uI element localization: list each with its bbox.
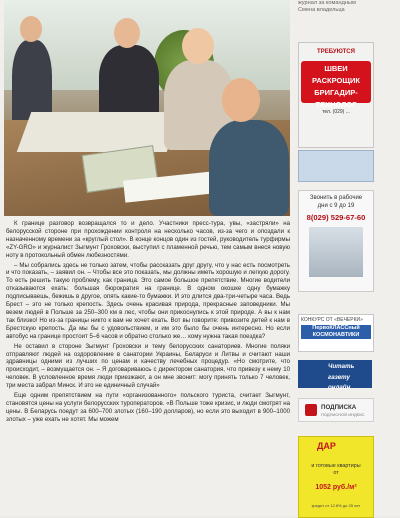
ad-phone: тел. (029) ...	[322, 109, 350, 115]
article-paragraph: К границе разговор возвращался то и дело. Участники пресс-тура, увы, «застряли» на белорусской стороне при прохождении контроля на несколько часов, из-за чего и опоздали к назначенному времени за «круглый стол». В конце концов один из гостей, руководитель турфирмы «ZY-GRO» и журналист Зыгмунт Гроховски, выступил с пламенной речью, тем самым внеся новую ноту в протокольный обмен любезностями.	[6, 220, 290, 259]
building-image	[309, 227, 363, 277]
photo-person-2-head	[114, 18, 140, 48]
apartments-price: 1052 руб./м²	[315, 484, 357, 491]
contest-line: ПервоКЛАССный	[312, 325, 360, 331]
ad-logo: ДАР	[317, 441, 336, 451]
photo-person-3-head	[182, 28, 214, 64]
ad-title-line: ШВЕИ	[324, 64, 348, 73]
photo-person-4-head	[222, 78, 260, 122]
ad-required-label: ТРЕБУЮТСЯ	[317, 49, 355, 55]
apartments-ad[interactable]	[298, 436, 374, 518]
photo-person-4	[209, 120, 289, 216]
ad-red-band	[301, 61, 371, 109]
ad-title-line: ТЕХНОЛОГ	[315, 100, 357, 109]
apartments-line: от	[333, 470, 339, 476]
call-ad-phone: 8(029) 529-67-60	[306, 213, 366, 222]
photo-tablecloth	[17, 112, 182, 152]
contest-banner[interactable]	[298, 314, 374, 352]
call-ad[interactable]	[298, 190, 374, 292]
subscription-banner[interactable]	[298, 398, 374, 422]
apartments-fineprint: кредит от 12.8% до 25 лет	[311, 503, 361, 508]
contest-line: КОНКУРС ОТ «ВЕЧЕРКИ»	[301, 317, 363, 323]
article-photo	[4, 0, 290, 216]
article-paragraph: Не оставил в стороне Зыгмунт Гроховски и тему белорусских санаториев. Многие поляки отправляют людей на оздоровление в санатории Украины, Беларуси и Литвы и считают наши здравницы одними из лучших по ценам и качеству лечебных процедур. «Но смотрите, что происходит, – возмущается он. – Я договариваюсь с директором санатория, что привезу к нему 10 человек. В условленное время люди приезжают, а он мне звонит: могу принять только 7 человек, три места забрал Минск. И это не единичный случай»	[6, 342, 290, 390]
sewing-job-ad[interactable]	[298, 42, 374, 148]
sidebar-top-text	[298, 0, 398, 14]
ad-title-line: РАСКРОЩИК	[312, 76, 360, 85]
article-body	[6, 220, 290, 516]
subscription-label: ПОДПИСКА	[321, 404, 357, 411]
ad-title-line: БРИГАДИР-	[314, 88, 358, 97]
read-online-banner[interactable]	[298, 360, 372, 391]
call-ad-line: Звонить в рабочие	[309, 195, 363, 201]
contest-line: КОСМОНАВТИКИ	[312, 332, 360, 338]
apartments-text	[299, 463, 373, 477]
call-ad-text	[299, 195, 373, 210]
article-paragraph: Еще одним препятствием на пути «организованного» польского туриста, считает Зыгмунт, становятся цены на услуги белорусских туроператоров. «В Польше тоже кризис, и люди смотрят на цены. В Беларусь поедут за 600–700 злотых (160–190 долларов), но если это выходит в 900–1000 злотых – уже ехать не хотят. Мы можем	[6, 392, 290, 423]
sidebar-top-line: журнал за командным	[298, 0, 356, 6]
contest-title	[301, 325, 371, 339]
apartments-line: и готовые квартиры	[311, 463, 361, 469]
read-online-line: газету	[328, 373, 350, 381]
sidebar	[296, 0, 400, 516]
subscription-sub: ПОДПИСНОЙ ИНДЕКС	[321, 412, 365, 417]
subscription-icon	[305, 404, 317, 416]
call-ad-line: дни с 9 до 19	[317, 202, 355, 209]
read-online-line: онлайн	[328, 384, 351, 391]
read-online-line: Читать	[328, 363, 355, 370]
photo-person-1-head	[20, 16, 42, 42]
sidebar-top-line: Смена владельца	[298, 7, 345, 13]
promo-banner-thumb[interactable]	[298, 150, 374, 182]
article-paragraph: – Мы собрались здесь не только затем, чтобы рассказать друг другу, что у нас есть посмотреть и что показать, – заявил он. – Чтобы все это показать, мы должны иметь хорошую и легкую дорогу. То есть решить такую проблему, как граница. Это самое большое препятствие. Многие водители отказываются ехать: большая бюрократия на границе. В одном окошке одну бумажку подписываешь, бежишь в другое, опять какие-то бумажки. И это длится два-три-четыре часа. Ведь Брест – это не только крепость. Здесь очень красивая природа, прекрасные заповедники. Мы везем людей в Польше за 250–300 км в лес, чтобы они прикоснулись к этой природе. А вы к нам так близко! Но из-за границы никто к вам не хочет ехать. Вот вы говорите: привозите детей к нам в Брестскую крепость. Да мы бы с удовольствием, и им это было бы очень интересно. Но если автобус на границе простоит 5–6 часов и обратно столько же… кому нужна такая поездка?	[6, 261, 290, 340]
